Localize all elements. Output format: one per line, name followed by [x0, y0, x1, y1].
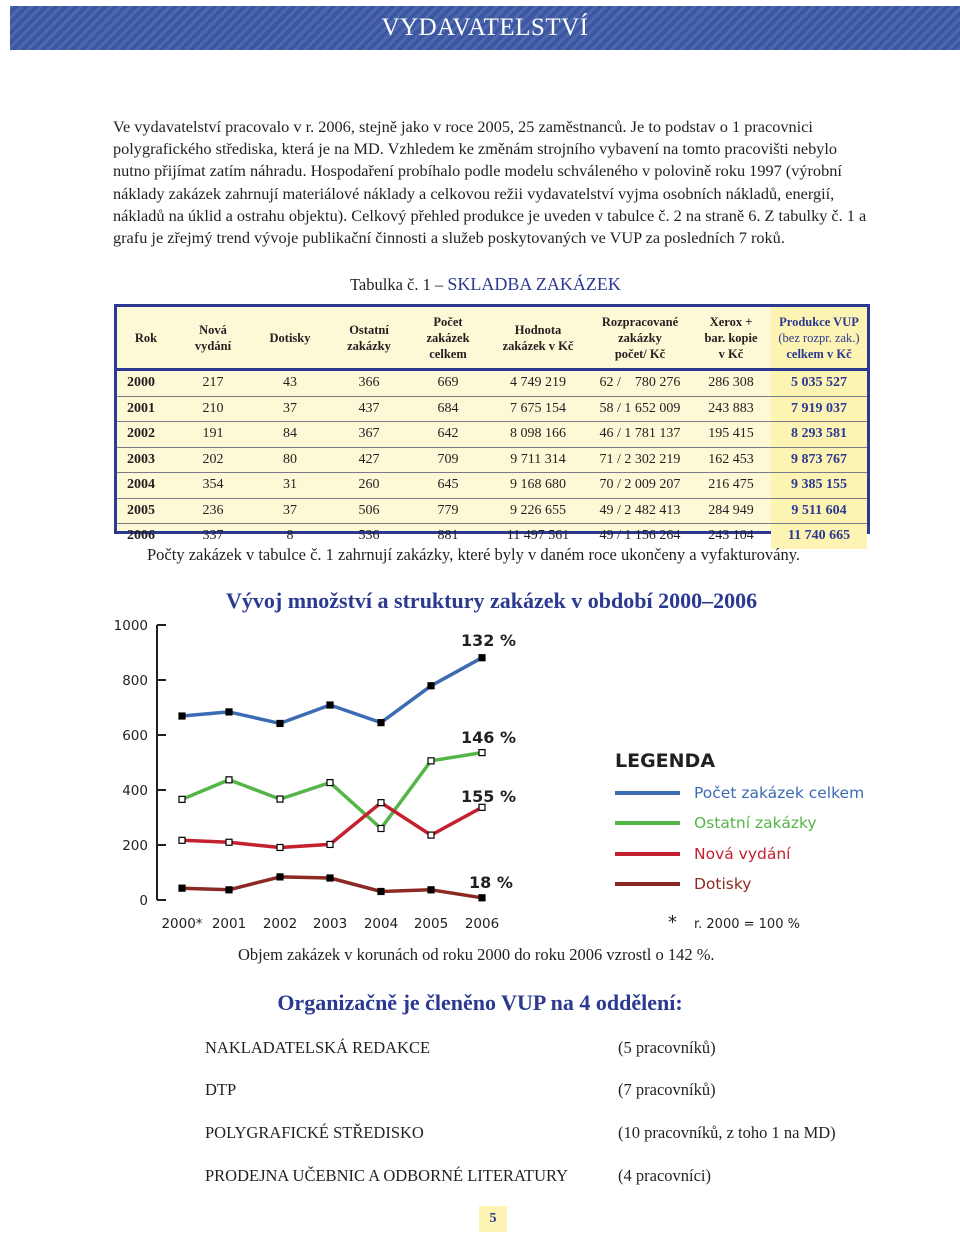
data-point — [327, 702, 333, 708]
col-header-line: vydání — [194, 338, 232, 353]
x-tick-label: 2005 — [413, 916, 449, 932]
col-header-rozpracovane — [589, 307, 691, 370]
data-point — [327, 780, 333, 786]
table-caption-title: SKLADBA ZAKÁZEK — [447, 274, 621, 294]
data-point — [378, 826, 384, 832]
table-row — [117, 422, 867, 448]
col-header-line: v Kč — [718, 346, 744, 361]
data-point — [277, 844, 283, 850]
col-header-line: zakázek v Kč — [502, 338, 574, 353]
cell-nova: 202 — [175, 447, 251, 473]
department-count: (7 pracovníků) — [618, 1080, 716, 1099]
table-row — [117, 396, 867, 422]
cell-rozprac: 46 / 1 781 137 — [589, 422, 691, 448]
annotation-total-pct: 132 % — [461, 631, 516, 650]
cell-ostatni: 260 — [329, 473, 409, 499]
table-row — [117, 473, 867, 499]
cell-pocet: 779 — [409, 498, 487, 524]
chart-axis — [114, 618, 500, 932]
cell-hodnota: 9 168 680 — [487, 473, 589, 499]
col-header-nova-vydani — [175, 307, 251, 370]
col-header-line: celkem v Kč — [786, 346, 852, 361]
department-count: (4 pracovníci) — [618, 1166, 711, 1185]
data-point — [179, 885, 185, 891]
cell-vup: 9 385 155 — [771, 473, 867, 499]
org-title: Organizačně je členěno VUP na 4 oddělení: — [277, 990, 683, 1015]
col-header-hodnota — [487, 307, 589, 370]
col-header-line: zakázky — [347, 338, 391, 353]
volume-growth-text: Objem zakázek v korunách od roku 2000 do roku 2006 vzrostl o 142 %. — [238, 945, 715, 964]
cell-nova: 236 — [175, 498, 251, 524]
data-point — [277, 874, 283, 880]
data-point — [226, 839, 232, 845]
cell-hodnota: 9 226 655 — [487, 498, 589, 524]
cell-xerox: 195 415 — [691, 422, 771, 448]
department-name: DTP — [205, 1080, 237, 1099]
data-point — [277, 720, 283, 726]
cell-vup: 8 293 581 — [771, 422, 867, 448]
cell-hodnota: 11 497 561 — [506, 528, 570, 544]
orders-line-chart — [0, 610, 960, 940]
x-tick-label: 2001 — [211, 916, 247, 932]
cell-pocet: 642 — [409, 422, 487, 448]
intro-paragraph: Ve vydavatelství pracovalo v r. 2006, stejně jako v roce 2005, 25 zaměstnanců. Je to podstav o 1 pracovnici polygrafického střediska, která je na MD. Vzhledem ke změnám strojního vybavení na tomto pracovišti nebylo nutno přijímat zatím náhradu. Hospodaření probíhalo podle modelu schváleného v polovině roku 1997 (výrobní náklady zakázek zahrnují materiálové náklady a celkovou režii vydavatelství vyjma osobních nákladů, energií, nákladů na úklid a ostrahu objektu). Celkový přehled produkce je uveden v tabulce č. 2 na straně 6. Z tabulky č. 1 a grafu je zřejmý trend vývoje publikační činnosti a služeb poskytovaných ve VUP za posledních 7 roků. — [113, 117, 867, 248]
data-point — [428, 887, 434, 893]
cell-hodnota: 8 098 166 — [487, 422, 589, 448]
legend-label: Počet zakázek celkem — [694, 784, 865, 802]
cell-ostatni: 367 — [329, 422, 409, 448]
cell-xerox: 286 308 — [691, 370, 771, 397]
cell-rozprac: 70 / 2 009 207 — [589, 473, 691, 499]
col-header-line: počet/ Kč — [614, 346, 666, 361]
legend-title: LEGENDA — [615, 750, 716, 772]
data-point — [428, 683, 434, 689]
chart-footnote: r. 2000 = 100 % — [694, 917, 800, 932]
cell-xerox: 284 949 — [691, 498, 771, 524]
cell-pocet: 709 — [409, 447, 487, 473]
data-point — [479, 895, 485, 901]
col-header-produkce-vup — [771, 307, 867, 370]
cell-rok: 2001 — [117, 396, 175, 422]
cell-nova: 191 — [175, 422, 251, 448]
table-note: Počty zakázek v tabulce č. 1 zahrnují zakázky, které byly v daném roce ukončeny a vyfakturovány. — [147, 545, 800, 564]
col-header-line: Nová — [199, 322, 227, 337]
cell-rozprac: 71 / 2 302 219 — [589, 447, 691, 473]
cell-vup: 11 740 665 — [771, 524, 867, 549]
data-point — [479, 750, 485, 756]
cell-dotisky: 84 — [251, 422, 329, 448]
cell-hodnota: 7 675 154 — [487, 396, 589, 422]
cell-vup: 9 511 604 — [771, 498, 867, 524]
cell-pocet: 645 — [409, 473, 487, 499]
x-tick-label: 2006 — [464, 916, 500, 932]
page-header-title: VYDAVATELSTVÍ — [381, 14, 589, 41]
data-point — [428, 832, 434, 838]
data-point — [428, 758, 434, 764]
col-header-line: Xerox + — [709, 314, 753, 329]
cell-xerox: 162 453 — [691, 447, 771, 473]
cell-xerox: 243 104 — [708, 528, 754, 544]
col-header-line: Produkce VUP — [779, 314, 859, 329]
legend-label: Nová vydání — [694, 845, 791, 863]
cell-rok: 2000 — [117, 370, 175, 397]
data-point — [179, 713, 185, 719]
cell-pocet: 684 — [409, 396, 487, 422]
page-header-banner — [10, 6, 960, 50]
data-point — [378, 720, 384, 726]
x-tick-label: 2002 — [262, 916, 298, 932]
chart-markers — [179, 655, 485, 901]
cell-vup: 7 919 037 — [771, 396, 867, 422]
cell-xerox: 243 883 — [691, 396, 771, 422]
cell-hodnota: 9 711 314 — [487, 447, 589, 473]
data-point — [226, 777, 232, 783]
table-caption — [350, 274, 621, 295]
cell-rozprac: 62 / 780 276 — [589, 370, 691, 397]
col-header-pocet — [409, 307, 487, 370]
cell-ostatni: 366 — [329, 370, 409, 397]
department-name: POLYGRAFICKÉ STŘEDISKO — [205, 1123, 424, 1142]
x-tick-label: 2003 — [312, 916, 348, 932]
col-header-ostatni — [329, 307, 409, 370]
cell-vup: 9 873 767 — [771, 447, 867, 473]
table-caption-prefix: Tabulka č. 1 – — [350, 275, 448, 294]
cell-hodnota: 4 749 219 — [487, 370, 589, 397]
col-header-dotisky: Dotisky — [251, 307, 329, 370]
x-tick-label: 2000* — [161, 916, 203, 932]
data-point — [277, 796, 283, 802]
annotation-nova-pct: 155 % — [461, 787, 516, 806]
legend-label: Dotisky — [694, 875, 752, 893]
cell-dotisky: 37 — [251, 396, 329, 422]
cell-dotisky: 43 — [251, 370, 329, 397]
orders-table — [114, 304, 870, 544]
cell-rok: 2005 — [117, 498, 175, 524]
y-tick-label: 200 — [122, 838, 148, 854]
cell-vup: 5 035 527 — [771, 370, 867, 397]
department-count: (10 pracovníků, z toho 1 na MD) — [618, 1123, 836, 1142]
cell-dotisky: 31 — [251, 473, 329, 499]
data-point — [479, 655, 485, 661]
col-header-line: Počet — [433, 314, 463, 329]
y-tick-label: 600 — [122, 728, 148, 744]
annotation-ostatni-pct: 146 % — [461, 728, 516, 747]
cell-rok: 2006 — [127, 528, 155, 544]
cell-pocet: 669 — [409, 370, 487, 397]
cell-rozprac: 58 / 1 652 009 — [589, 396, 691, 422]
chart-legend — [615, 784, 864, 893]
col-header-line: (bez rozpr. zak.) — [778, 330, 860, 345]
col-header-line: zakázek — [426, 330, 470, 345]
col-header-line: Rozpracované — [601, 314, 679, 329]
col-header-line: Hodnota — [514, 322, 562, 337]
cell-rok: 2002 — [117, 422, 175, 448]
chart-title: Vývoj množství a struktury zakázek v období 2000–2006 — [226, 588, 758, 613]
legend-label: Ostatní zakázky — [694, 814, 817, 832]
department-name: PRODEJNA UČEBNIC A ODBORNÉ LITERATURY — [205, 1166, 569, 1185]
cell-dotisky: 80 — [251, 447, 329, 473]
page-number: 5 — [479, 1206, 507, 1232]
cell-xerox: 216 475 — [691, 473, 771, 499]
footnote-asterisk: * — [668, 912, 677, 933]
cell-ostatni: 427 — [329, 447, 409, 473]
cell-pocet: 881 — [437, 528, 459, 544]
table-row — [117, 370, 867, 397]
cell-rok: 2004 — [117, 473, 175, 499]
col-header-rok: Rok — [117, 307, 175, 370]
data-point — [179, 796, 185, 802]
col-header-xerox — [691, 307, 771, 370]
col-header-line: zakázky — [618, 330, 662, 345]
annotation-dotisky-pct: 18 % — [469, 873, 513, 892]
y-tick-label: 1000 — [113, 618, 148, 634]
cell-nova: 354 — [175, 473, 251, 499]
cell-nova: 217 — [175, 370, 251, 397]
table-row — [117, 498, 867, 524]
col-header-line: celkem — [429, 346, 467, 361]
cell-dotisky: 8 — [286, 528, 294, 544]
data-point — [327, 841, 333, 847]
data-point — [226, 709, 232, 715]
cell-nova: 337 — [202, 528, 224, 544]
col-header-line: Ostatní — [349, 322, 389, 337]
cell-rozprac: 49 / 1 156 264 — [599, 528, 681, 544]
data-point — [378, 800, 384, 806]
cell-ostatni: 437 — [329, 396, 409, 422]
cell-rok: 2003 — [117, 447, 175, 473]
cell-rozprac: 49 / 2 482 413 — [589, 498, 691, 524]
y-tick-label: 400 — [122, 783, 148, 799]
cell-nova: 210 — [175, 396, 251, 422]
col-header-line: bar. kopie — [704, 330, 758, 345]
table-row — [117, 447, 867, 473]
department-name: NAKLADATELSKÁ REDAKCE — [205, 1038, 431, 1057]
data-point — [327, 875, 333, 881]
y-tick-label: 800 — [122, 673, 148, 689]
data-point — [179, 837, 185, 843]
cell-ostatni: 506 — [329, 498, 409, 524]
y-tick-label: 0 — [139, 893, 148, 909]
department-count: (5 pracovníků) — [618, 1038, 716, 1057]
cell-dotisky: 37 — [251, 498, 329, 524]
table-header-row — [117, 307, 867, 370]
x-tick-label: 2004 — [363, 916, 399, 932]
data-point — [378, 888, 384, 894]
cell-ostatni: 536 — [358, 528, 380, 544]
data-point — [226, 887, 232, 893]
series-line — [182, 753, 482, 829]
